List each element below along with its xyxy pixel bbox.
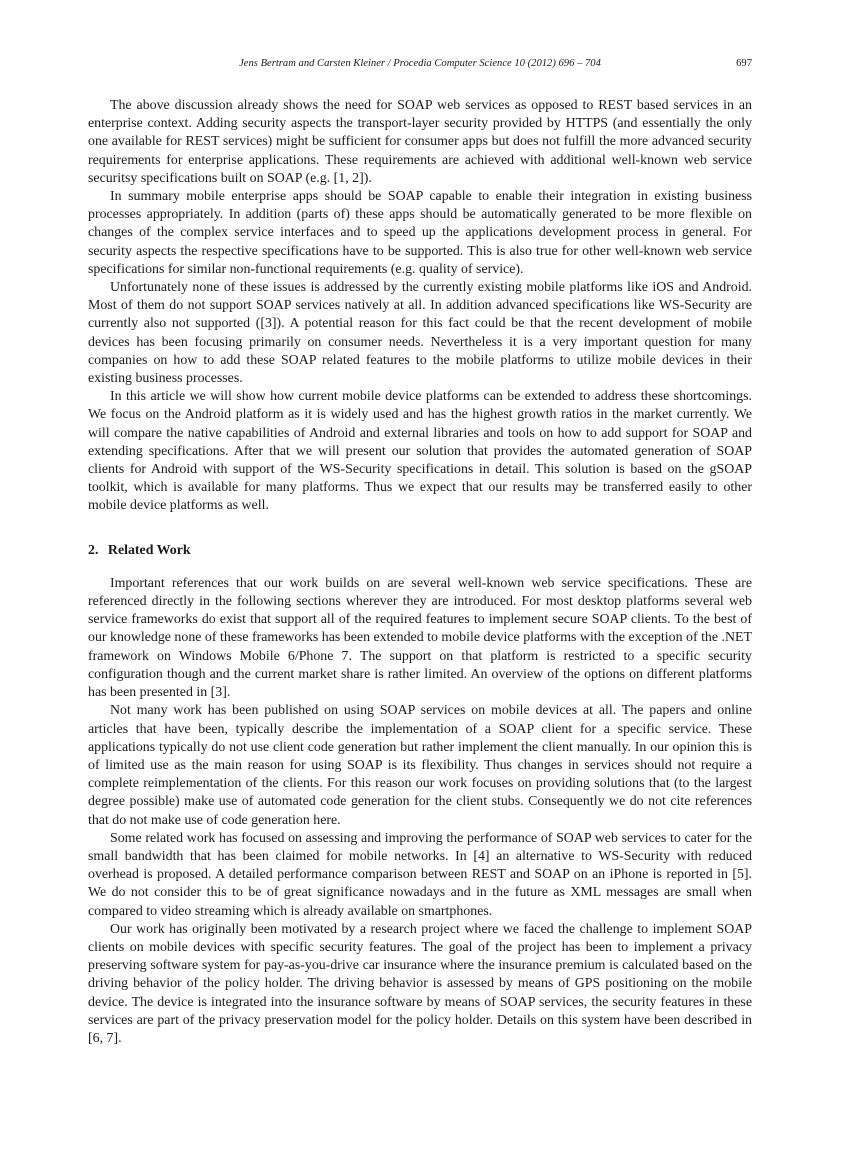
paragraph: Not many work has been published on using SOAP services on mobile devices at all. The papers and online articles that have been, typically describe the implementation of a SOAP client for a specific service. These applications typically do not use client code generation but rather implement the client manually. In our opinion this is of limited use as the main reason for using SOAP is its flexibility. Thus changes in services should not require a complete reimplementation of the clients. For this reason our work focuses on providing solutions that (to the largest degree possible) make use of automated code generation for the client stubs. Consequently we do not cite references that do not make use of code generation here. bbox=[88, 703, 752, 828]
paragraph: Unfortunately none of these issues is addressed by the currently existing mobile platforms like iOS and Android. Most of them do not support SOAP services natively at all. In addition advanced specifications like WS-Security are currently also not supported ([3]). A potential reason for this fact could be that the recent development of mobile devices has been focusing primarily on consumer needs. Nevertheless it is a very important question for many companies on how to add these SOAP related features to the mobile platforms to utilize mobile devices in their existing business processes. bbox=[88, 280, 752, 387]
section-number: 2. bbox=[88, 542, 99, 558]
section-heading bbox=[88, 542, 752, 560]
paragraph: The above discussion already shows the need for SOAP web services as opposed to REST based services in an enterprise context. Adding security aspects the transport-layer security provided by HTTPS (and essentially the only one available for REST services) might be sufficient for consumer apps but does not fulfill the more advanced security requirements for enterprise applications. These requirements are achieved with additional well-known web service securitsy specifications built on SOAP (e.g. [1, 2]). bbox=[88, 98, 752, 186]
page-header bbox=[88, 58, 752, 74]
paragraph: Some related work has focused on assessing and improving the performance of SOAP web services to cater for the small bandwidth that has been claimed for mobile networks. In [4] an alternative to WS-Security with reduced overhead is proposed. A detailed performance comparison between REST and SOAP on an iPhone is reported in [5]. We do not consider this to be of great significance nowadays and in the future as XML messages are small when compared to video streaming which is already available on smartphones. bbox=[88, 830, 752, 919]
section-title: Related Work bbox=[107, 542, 191, 558]
paragraph: In this article we will show how current mobile device platforms can be extended to address these shortcomings. We focus on the Android platform as it is widely used and has the highest growth ratios in the market currently. We will compare the native capabilities of Android and external libraries and tools on how to add support for SOAP and extending specifications. After that we will present our solution that provides the automated generation of SOAP clients for Android with support of the WS-Security specifications in detail. This solution is based on the gSOAP toolkit, which is available for many platforms. Thus we expect that our results may be transferred easily to other mobile device platforms as well. bbox=[88, 389, 752, 514]
running-head: Jens Bertram and Carsten Kleiner / Procedia Computer Science 10 (2012) 696 – 704 bbox=[239, 58, 601, 69]
paragraph: Our work has originally been motivated by a research project where we faced the challenge to implement SOAP clients on mobile devices with specific security features. The goal of the project has been to implement a privacy preserving software system for pay-as-you-drive car insurance where the insurance premium is calculated based on the driving behavior of the policy holder. The driving behavior is assessed by means of GPS positioning on the mobile device. The device is integrated into the insurance software by means of SOAP services, the security features in these services are part of the privacy preservation model for the policy holder. Details on this system have been described in [6, 7]. bbox=[88, 921, 752, 1046]
page-number: 697 bbox=[736, 58, 752, 69]
paragraph: In summary mobile enterprise apps should be SOAP capable to enable their integration in existing business processes appropriately. In addition (parts of) these apps should be automatically generated to be more flexible on changes of the complex service interfaces and to speed up the applications development process in general. For security aspects the respective specifications have to be supported. This is also true for other well-known web service specifications for similar non-functional requirements (e.g. quality of service). bbox=[88, 189, 752, 277]
body-text bbox=[88, 97, 752, 1048]
paragraph: Important references that our work builds on are several well-known web service specifications. These are referenced directly in the following sections wherever they are introduced. For most desktop platforms several web service frameworks do exist that support all of the required features to implement secure SOAP clients. To the best of our knowledge none of these frameworks has been extended to mobile device platforms with the exception of the .NET framework on Windows Mobile 6/Phone 7. The support on that platform is restricted to a specific security configuration though and the current market share is rather limited. An overview of the options on different platforms has been presented in [3]. bbox=[88, 575, 752, 701]
